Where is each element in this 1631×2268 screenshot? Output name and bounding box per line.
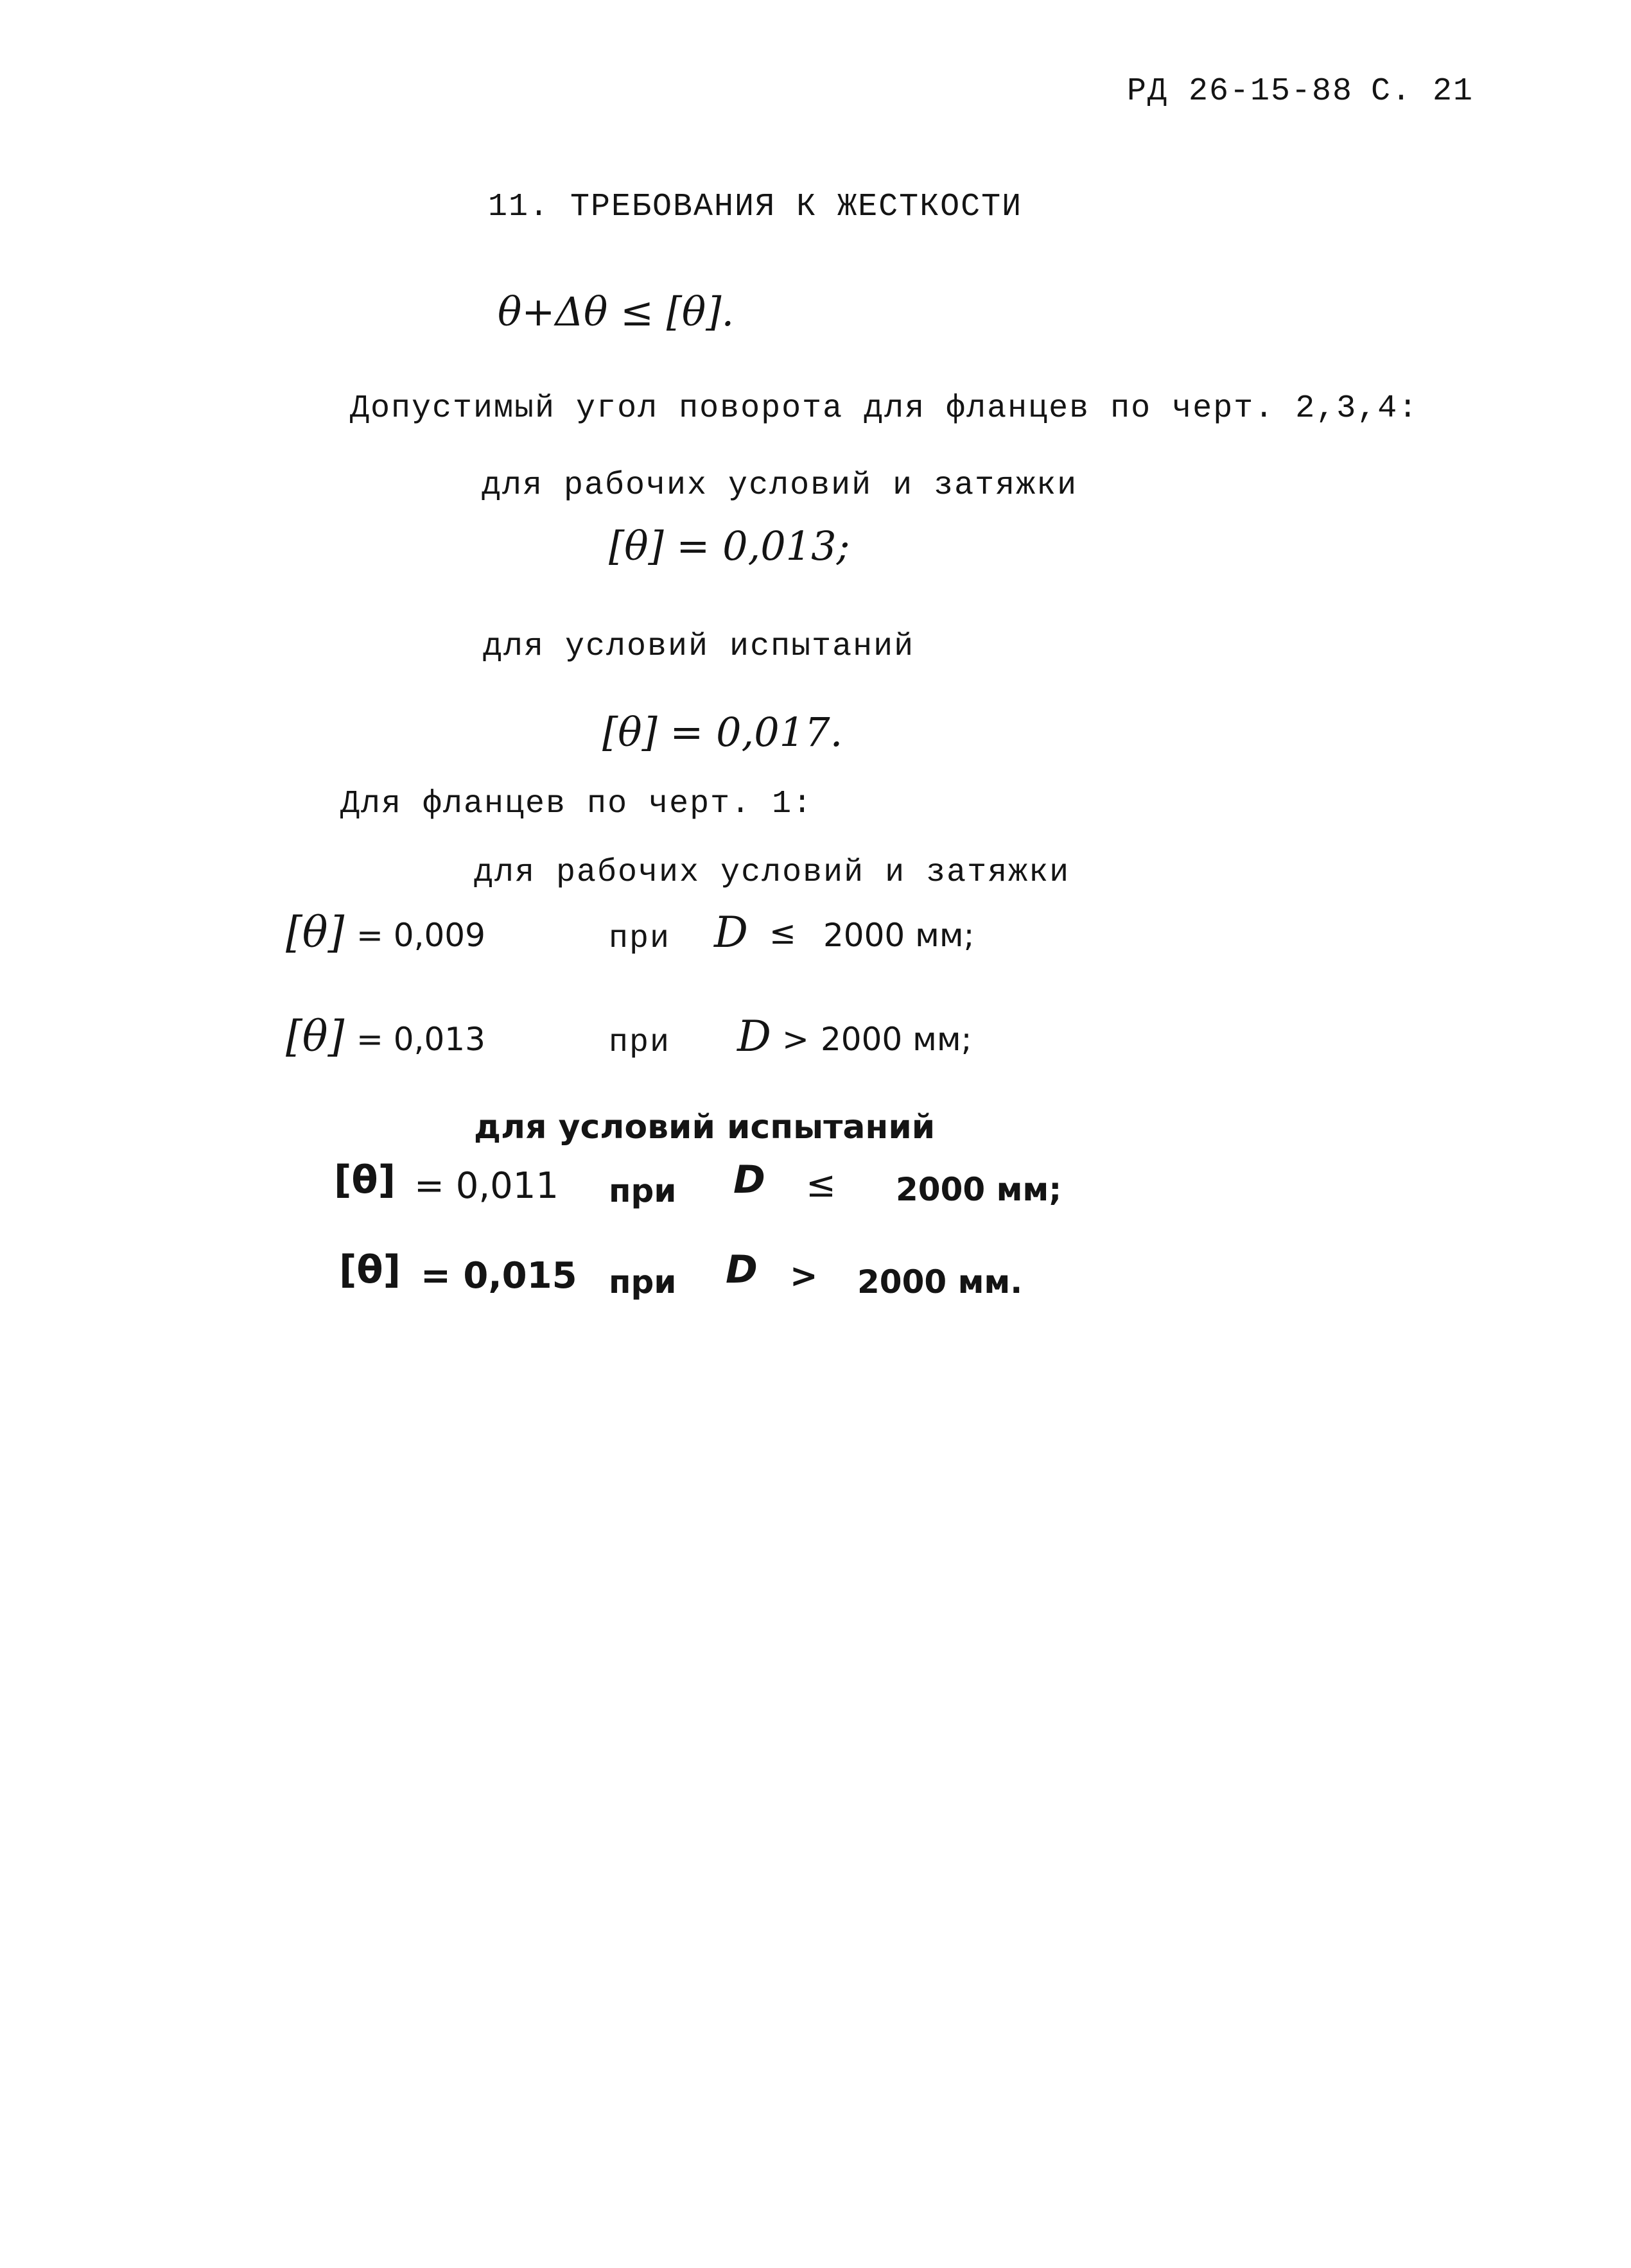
diameter-limit: 2000 мм; xyxy=(823,917,975,954)
theta-symbol: [θ] xyxy=(286,1012,345,1061)
test-formula: [θ] = 0,017. xyxy=(602,709,843,756)
flange1-text: Для фланцев по черт. 1: xyxy=(340,786,814,822)
diameter-limit: 2000 мм. xyxy=(857,1263,1023,1301)
limit-value: = 0,009 xyxy=(356,917,485,954)
theta-symbol: [θ] xyxy=(339,1247,401,1292)
test-conditions-label-2: для условий испытаний xyxy=(474,1108,936,1147)
intro-text: Допустимый угол поворота для фланцев по черт. 2,3,4: xyxy=(350,390,1419,427)
comparison-operator: ≤ xyxy=(806,1164,836,1206)
limit-value: = 0,015 xyxy=(421,1255,577,1297)
diameter-limit: 2000 мм; xyxy=(896,1171,1062,1208)
diameter-symbol: D xyxy=(726,1247,758,1292)
pri-label: при xyxy=(609,1025,671,1061)
theta-symbol: [θ] xyxy=(334,1157,396,1202)
comparison-operator: ≤ xyxy=(769,914,796,951)
comparison-operator: > xyxy=(790,1257,818,1295)
diameter-limit: 2000 мм; xyxy=(821,1021,972,1058)
work-formula: [θ] = 0,013; xyxy=(609,523,850,569)
page-number: С. 21 xyxy=(1371,73,1474,110)
condition-formula: θ+Δθ ≤ [θ]. xyxy=(498,288,735,335)
test-conditions-label: для условий испытаний xyxy=(483,628,915,665)
comparison-operator: > xyxy=(782,1021,809,1058)
pri-label: при xyxy=(609,921,671,957)
work-conditions-label-2: для рабочих условий и затяжки xyxy=(474,854,1070,891)
diameter-symbol: D xyxy=(733,1157,765,1202)
pri-label: при xyxy=(609,1172,677,1209)
diameter-symbol: D xyxy=(714,908,748,957)
doc-code: РД 26-15-88 xyxy=(1127,73,1354,110)
diameter-symbol: D xyxy=(737,1012,771,1061)
pri-label: при xyxy=(609,1263,677,1301)
limit-value: = 0,013 xyxy=(356,1021,485,1058)
theta-symbol: [θ] xyxy=(286,908,345,957)
limit-value: = 0,011 xyxy=(414,1165,559,1207)
section-title: 11. ТРЕБОВАНИЯ К ЖЕСТКОСТИ xyxy=(488,189,1023,225)
work-conditions-label: для рабочих условий и затяжки xyxy=(482,467,1078,504)
